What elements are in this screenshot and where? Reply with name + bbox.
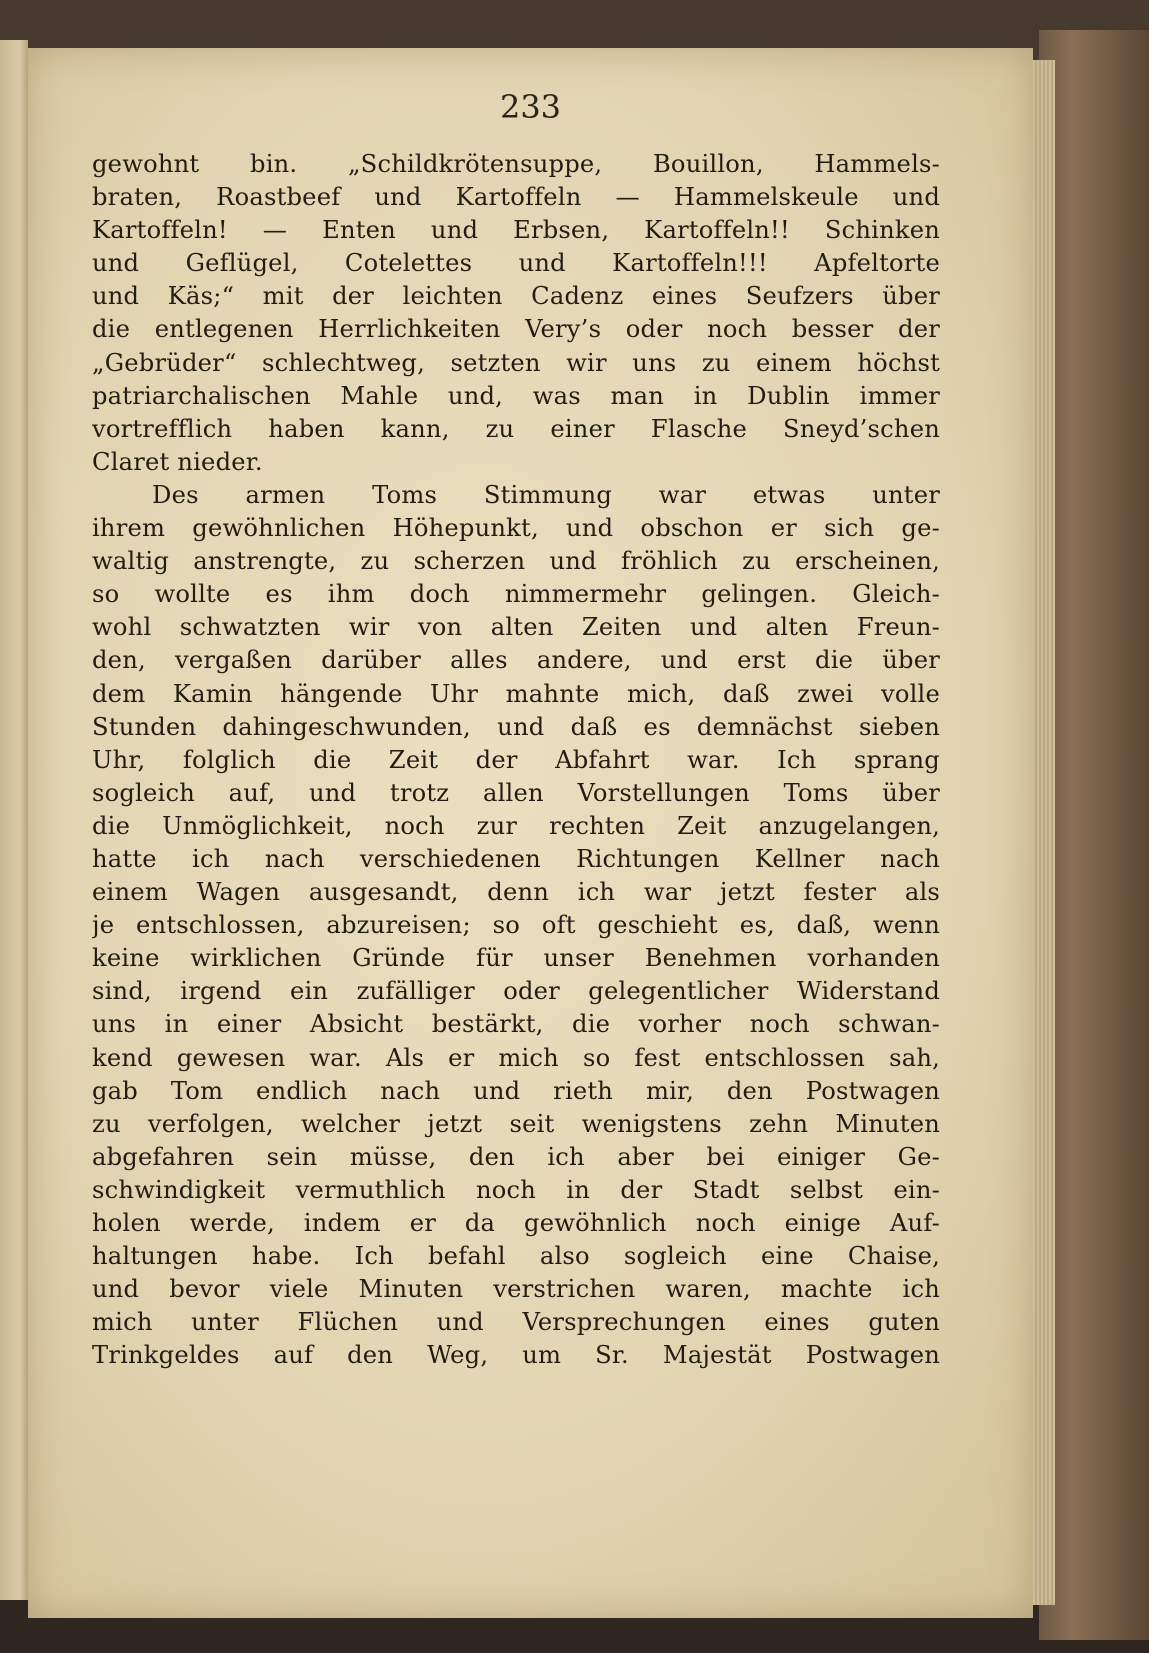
text-line: und Geflügel, Cotelettes und Kartoffeln!!! Apfeltorte (92, 249, 940, 278)
page-edges (1033, 60, 1055, 1605)
page-number: 233 (499, 88, 562, 126)
text-line: sogleich auf, und trotz allen Vorstellungen Toms über (92, 778, 940, 807)
text-line: abgefahren sein müsse, den ich aber bei einiger Ge- (92, 1142, 940, 1171)
text-line: vortrefflich haben kann, zu einer Flasche Sneyd’schen (92, 414, 940, 443)
body-text (92, 148, 940, 1372)
facing-page-edge (0, 40, 28, 1600)
text-line: waltig anstrengte, zu scherzen und fröhlich zu erscheinen, (92, 547, 940, 576)
text-line: Des armen Toms Stimmung war etwas unter (152, 480, 940, 509)
text-line: Stunden dahingeschwunden, und daß es demnächst sieben (92, 712, 940, 741)
text-line: hatte ich nach verschiedenen Richtungen Kellner nach (92, 844, 940, 873)
paragraph-1 (92, 148, 940, 479)
text-line: die Unmöglichkeit, noch zur rechten Zeit anzugelangen, (92, 811, 940, 840)
text-line: und bevor viele Minuten verstrichen waren, machte ich (92, 1275, 940, 1304)
text-line: Kartoffeln! — Enten und Erbsen, Kartoffeln!! Schinken (92, 216, 940, 245)
text-line: dem Kamin hängende Uhr mahnte mich, daß zwei volle (92, 679, 940, 708)
text-line: zu verfolgen, welcher jetzt seit wenigstens zehn Minuten (92, 1109, 940, 1138)
text-line: und Käs;“ mit der leichten Cadenz eines Seufzers über (92, 282, 940, 311)
text-line: „Gebrüder“ schlechtweg, setzten wir uns zu einem höchst (92, 348, 940, 377)
text-line: patriarchalischen Mahle und, was man in Dublin immer (92, 381, 940, 410)
text-line: ihrem gewöhnlichen Höhepunkt, und obschon er sich ge- (92, 514, 940, 543)
text-line: keine wirklichen Gründe für unser Benehmen vorhanden (92, 944, 940, 973)
text-line: wohl schwatzten wir von alten Zeiten und alten Freun- (92, 613, 940, 642)
text-line: mich unter Flüchen und Versprechungen eines guten (92, 1308, 940, 1337)
text-line: schwindigkeit vermuthlich noch in der Stadt selbst ein- (92, 1175, 940, 1204)
text-line: kend gewesen war. Als er mich so fest entschlossen sah, (92, 1043, 940, 1072)
book-page (28, 48, 1033, 1618)
paragraph-2 (92, 479, 940, 1373)
text-line: einem Wagen ausgesandt, denn ich war jetzt fester als (92, 878, 940, 907)
text-line: Uhr, folglich die Zeit der Abfahrt war. Ich sprang (92, 745, 940, 774)
text-line: holen werde, indem er da gewöhnlich noch einige Auf- (92, 1209, 940, 1237)
text-line: Trinkgeldes auf den Weg, um Sr. Majestät Postwagen (92, 1341, 940, 1370)
text-line: den, vergaßen darüber alles andere, und erst die über (92, 646, 940, 675)
text-line: gewohnt bin. „Schildkrötensuppe, Bouillon, Hammels- (92, 150, 940, 178)
text-line: je entschlossen, abzureisen; so oft geschieht es, daß, wenn (92, 911, 940, 940)
text-line: die entlegenen Herrlichkeiten Very’s oder noch besser der (92, 315, 940, 344)
text-line: sind, irgend ein zufälliger oder gelegentlicher Widerstand (92, 977, 940, 1006)
text-line: uns in einer Absicht bestärkt, die vorher noch schwan- (92, 1010, 940, 1039)
text-line: Claret nieder. (92, 447, 263, 476)
text-line: gab Tom endlich nach und rieth mir, den Postwagen (92, 1076, 940, 1105)
text-line: braten, Roastbeef und Kartoffeln — Hammelskeule und (92, 183, 940, 212)
book-cover-edge (1039, 30, 1149, 1640)
text-line: so wollte es ihm doch nimmermehr gelingen. Gleich- (92, 580, 940, 609)
text-line: haltungen habe. Ich befahl also sogleich eine Chaise, (92, 1242, 940, 1271)
